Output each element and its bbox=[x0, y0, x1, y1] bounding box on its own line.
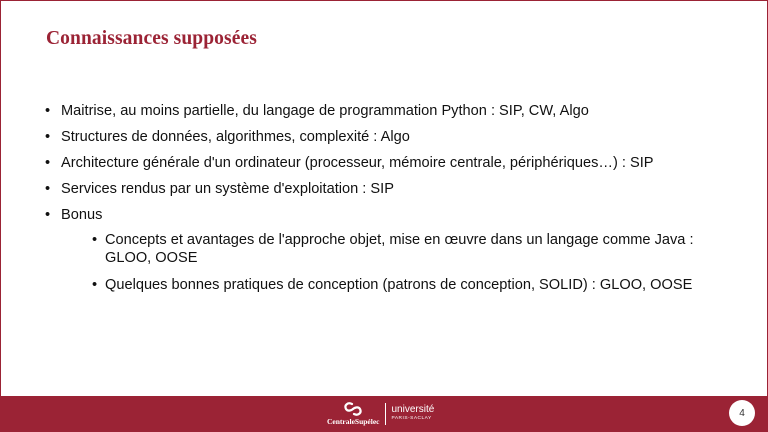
sub-bullet-list bbox=[61, 231, 725, 294]
sub-bullet-item bbox=[92, 231, 725, 267]
bullet-text: Maitrise, au moins partielle, du langage de programmation Python : SIP, CW, Algo bbox=[61, 103, 589, 119]
bullet-item bbox=[45, 128, 725, 146]
bullet-dot-icon: • bbox=[92, 277, 98, 293]
sub-bullet-text: Concepts et avantages de l'approche objet, mise en œuvre dans un langage comme Java : GLOO, OOSE bbox=[105, 232, 694, 266]
page-number-badge: 4 bbox=[729, 400, 755, 426]
paris-saclay-logo-text: PARIS-SACLAY bbox=[391, 416, 432, 422]
bullet-list bbox=[45, 102, 725, 303]
bullet-item bbox=[45, 154, 725, 172]
bullet-item bbox=[45, 102, 725, 120]
centralesupelec-logo-text: CentraleSupélec bbox=[327, 416, 380, 426]
bullet-dot-icon: • bbox=[45, 103, 51, 119]
slide-title: Connaissances supposées bbox=[46, 28, 257, 49]
sub-bullet-item bbox=[92, 276, 725, 294]
centralesupelec-mark-icon bbox=[343, 402, 363, 416]
logo-divider bbox=[385, 403, 386, 425]
bullet-dot-icon: • bbox=[45, 181, 51, 197]
bullet-text: Bonus bbox=[61, 207, 103, 223]
footer-bar bbox=[1, 396, 767, 431]
bullet-text: Structures de données, algorithmes, complexité : Algo bbox=[61, 129, 410, 145]
bullet-dot-icon: • bbox=[45, 207, 51, 223]
bullet-text: Architecture générale d'un ordinateur (processeur, mémoire centrale, périphériques…) : SIP bbox=[61, 155, 654, 171]
bullet-item-bonus bbox=[45, 206, 725, 294]
bullet-text: Services rendus par un système d'exploitation : SIP bbox=[61, 181, 394, 197]
sub-bullet-text: Quelques bonnes pratiques de conception (patrons de conception, SOLID) : GLOO, OOSE bbox=[105, 277, 693, 293]
bullet-dot-icon: • bbox=[45, 155, 51, 171]
bullet-item bbox=[45, 180, 725, 198]
footer-logo bbox=[327, 398, 434, 429]
centralesupelec-logo bbox=[327, 402, 380, 426]
universite-paris-saclay-logo bbox=[392, 405, 435, 422]
universite-logo-text: université bbox=[391, 404, 435, 416]
bullet-dot-icon: • bbox=[45, 129, 51, 145]
bullet-dot-icon: • bbox=[92, 232, 98, 248]
